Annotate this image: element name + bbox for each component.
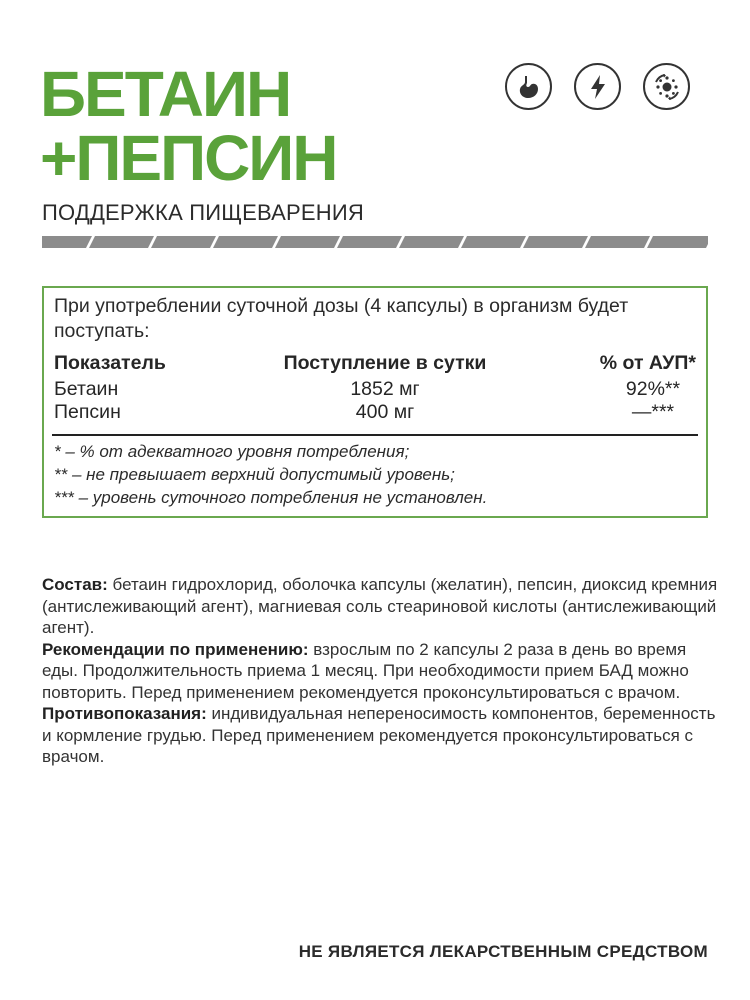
row-percent: —*** (631, 401, 675, 423)
row-name: Пепсин (54, 401, 121, 423)
contraindications-paragraph (42, 703, 722, 768)
product-description (42, 574, 722, 768)
intake-info-box (42, 286, 708, 518)
composition-label: Состав: (42, 575, 108, 594)
recommendations-label: Рекомендации по применению: (42, 639, 309, 659)
decorative-stripe (42, 236, 708, 248)
recommendations-text: взрослым по 2 капсулы 2 раза в день во время еды. Продолжительность приема 1 месяц. При необходимости прием БАД можно повторить. Перед применением рекомендуется проконсультироваться с врачом. (42, 639, 689, 702)
table-divider (52, 434, 698, 436)
row-name: Бетаин (54, 378, 119, 400)
row-amount: 1852 мг (350, 378, 420, 400)
header-daily: Поступление в сутки (283, 352, 487, 374)
footnote: *** – уровень суточного потребления не установлен. (54, 488, 488, 507)
table-header (54, 352, 696, 378)
header-percent: % от АУП* (599, 352, 696, 374)
contraindications-label: Противопоказания: (42, 704, 207, 723)
lightning-icon (574, 63, 621, 110)
table-row (54, 401, 696, 424)
composition-text: бетаин гидрохлорид, оболочка капсулы (желатин), пепсин, диоксид кремния (антислеживающий агент), магниевая соль стеариновой кислоты (антислеживающий агент). (42, 575, 718, 637)
footnotes (54, 440, 704, 509)
product-title-line2: +ПЕПСИН (40, 122, 337, 194)
recommendations-paragraph (42, 639, 722, 704)
footnote: * – % от адекватного уровня потребления; (54, 442, 410, 461)
metabolism-icon (643, 63, 690, 110)
product-title (40, 58, 337, 194)
composition-paragraph (42, 574, 722, 639)
header-indicator: Показатель (54, 352, 166, 374)
contraindications-text: индивидуальная непереносимость компонентов, беременность и кормление грудью. Перед применением рекомендуется проконсультироваться с врачом. (42, 704, 716, 766)
row-amount: 400 мг (355, 401, 415, 423)
footnote: ** – не превышает верхний допустимый уровень; (54, 465, 455, 484)
disclaimer-footer: НЕ ЯВЛЯЕТСЯ ЛЕКАРСТВЕННЫМ СРЕДСТВОМ (298, 942, 708, 961)
intake-intro: При употреблении суточной дозы (4 капсулы) в организм будет поступать: (54, 295, 629, 342)
feature-icons (505, 63, 690, 110)
stomach-icon (505, 63, 552, 110)
product-subtitle: ПОДДЕРЖКА ПИЩЕВАРЕНИЯ (42, 200, 364, 225)
table-row (54, 378, 696, 401)
intake-table (54, 352, 696, 424)
row-percent: 92%** (625, 378, 681, 400)
product-title-line1: БЕТАИН (40, 58, 291, 130)
